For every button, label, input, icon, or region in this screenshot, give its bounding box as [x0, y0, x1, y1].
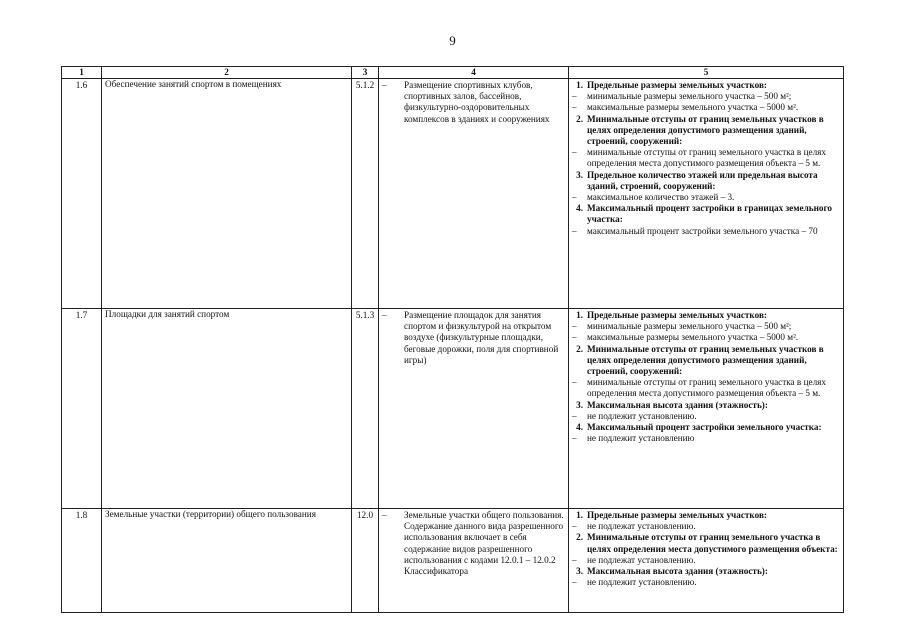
use-code: 12.0	[352, 509, 379, 613]
dash-marker: –	[572, 377, 577, 388]
dash-marker: –	[572, 410, 577, 421]
parameter-value	[572, 192, 840, 203]
parameters-cell	[569, 79, 844, 309]
table-row	[62, 79, 844, 309]
parameter-title: Минимальные отступы от границ земельного участка в целях определения места допустимого размещения объекта:	[587, 532, 838, 554]
page-number: 9	[449, 33, 456, 48]
parameter-number: 3.	[576, 169, 583, 180]
parameters-cell	[569, 509, 844, 613]
parameter-value	[572, 147, 840, 169]
parameter-value	[572, 91, 840, 102]
parameter-value-text: не подлежит установлению.	[587, 577, 697, 588]
parameter-number: 1.	[576, 510, 583, 520]
parameter-value	[572, 577, 840, 588]
parameter-title: Минимальные отступы от границ земельных участков в целях определения допустимого размещения зданий, строений, сооружений:	[587, 343, 824, 377]
use-description-cell	[379, 509, 569, 613]
dash-marker: –	[382, 510, 387, 520]
parameter-number: 3.	[576, 399, 583, 410]
dash-marker: –	[572, 577, 577, 588]
parameter-value	[572, 377, 840, 399]
use-name: Площадки для занятий спортом	[102, 309, 352, 509]
parameter-value-text: минимальные размеры земельного участка – 500 м²;	[587, 91, 792, 102]
parameter-value	[572, 226, 840, 237]
parameter-value-text: минимальные отступы от границ земельного участка в целях определения места допустимого размещения объекта – 5 м.	[587, 147, 826, 169]
parameter-value-text: не подлежат установлению.	[587, 521, 696, 532]
dash-marker: –	[572, 102, 577, 113]
dash-marker: –	[572, 147, 577, 158]
use-description-cell	[379, 79, 569, 309]
dash-marker: –	[572, 521, 577, 532]
parameter-heading	[572, 114, 840, 148]
parameter-title: Максимальный процент застройки в границах земельного участка:	[587, 203, 833, 225]
row-number: 1.6	[62, 79, 102, 309]
parameter-value	[572, 332, 840, 343]
parameter-number: 3.	[576, 566, 583, 577]
parameter-heading	[572, 510, 840, 521]
parameter-value-text: не подлежит установлению	[587, 433, 695, 444]
parameter-heading	[572, 203, 840, 225]
dash-marker: –	[572, 332, 577, 343]
parameters-cell	[569, 309, 844, 509]
parameter-title: Предельные размеры земельных участков:	[587, 510, 767, 520]
parameter-value	[572, 321, 840, 332]
parameter-value-text: не подлежит установлению.	[587, 410, 697, 421]
parameter-value	[572, 102, 840, 113]
row-number: 1.8	[62, 509, 102, 613]
parameter-value	[572, 411, 840, 422]
dash-marker: –	[572, 433, 577, 444]
parameter-heading	[572, 400, 840, 411]
parameter-heading	[572, 344, 840, 378]
parameter-heading	[572, 566, 840, 577]
parameter-heading	[572, 170, 840, 192]
parameter-value-text: максимальные размеры земельного участка – 5000 м².	[587, 332, 799, 343]
parameter-number: 4.	[576, 422, 583, 433]
parameter-value-text: не подлежат установлению.	[587, 554, 696, 565]
parameter-title: Максимальная высота здания (этажность):	[587, 566, 768, 577]
parameter-title: Минимальные отступы от границ земельных участков в целях определения допустимого размещения зданий, строений, сооружений:	[587, 113, 824, 147]
dash-marker: –	[382, 310, 387, 320]
parameter-title: Предельные размеры земельных участков:	[587, 80, 767, 90]
parameter-title: Предельное количество этажей или предельная высота зданий, строений, сооружений:	[587, 169, 818, 191]
parameter-heading	[572, 422, 840, 433]
parameter-number: 1.	[576, 310, 583, 320]
dash-marker: –	[572, 554, 577, 565]
dash-marker: –	[572, 91, 577, 102]
parameter-value-text: максимальный процент застройки земельного участка – 70	[587, 225, 818, 236]
use-name: Земельные участки (территории) общего пользования	[102, 509, 352, 613]
row-number: 1.7	[62, 309, 102, 509]
zoning-table	[61, 66, 844, 613]
dash-marker: –	[382, 80, 387, 90]
header-cell-2: 2	[102, 67, 352, 79]
header-cell-1: 1	[62, 67, 102, 79]
dash-marker: –	[572, 192, 577, 203]
parameter-heading	[572, 310, 840, 321]
parameter-title: Максимальная высота здания (этажность):	[587, 399, 768, 410]
use-description: Размещение площадок для занятия спортом и физкультурой на открытом воздухе (физкультурные площадки, беговые дорожки, поля для спортивной игры)	[404, 310, 559, 365]
header-cell-4: 4	[379, 67, 569, 79]
parameter-number: 1.	[576, 80, 583, 90]
parameter-title: Предельные размеры земельных участков:	[587, 310, 767, 320]
parameter-number: 4.	[576, 203, 583, 214]
parameter-number: 2.	[576, 113, 583, 124]
use-code: 5.1.3	[352, 309, 379, 509]
parameter-number: 2.	[576, 532, 583, 543]
parameter-title: Максимальный процент застройки земельного участка:	[587, 422, 822, 433]
parameter-value	[572, 433, 840, 444]
use-description: Размещение спортивных клубов, спортивных залов, бассейнов, физкультурно-оздоровительных комплексов в зданиях и сооружениях	[404, 80, 550, 124]
parameter-value-text: минимальные отступы от границ земельного участка в целях определения места допустимого размещения объекта – 5 м.	[587, 377, 826, 399]
parameter-heading	[572, 80, 840, 91]
parameter-value	[572, 521, 840, 532]
use-name: Обеспечение занятий спортом в помещениях	[102, 79, 352, 309]
table-row	[62, 509, 844, 613]
dash-marker: –	[572, 321, 577, 332]
use-description: Земельные участки общего пользования. Содержание данного вида разрешенного использования включает в себя содержание видов разрешенного использования с кодами 12.0.1 – 12.0.2 Классификатора	[404, 510, 564, 577]
dash-marker: –	[572, 225, 577, 236]
header-cell-3: 3	[352, 67, 379, 79]
parameter-value-text: максимальные размеры земельного участка – 5000 м².	[587, 102, 799, 113]
table-row	[62, 309, 844, 509]
parameter-value-text: максимальное количество этажей – 3.	[587, 192, 735, 203]
header-cell-5: 5	[569, 67, 844, 79]
use-description-cell	[379, 309, 569, 509]
header-row	[62, 67, 844, 79]
parameter-value-text: минимальные размеры земельного участка – 500 м²;	[587, 321, 792, 332]
parameter-number: 2.	[576, 343, 583, 354]
parameter-heading	[572, 532, 840, 554]
use-code: 5.1.2	[352, 79, 379, 309]
parameter-value	[572, 555, 840, 566]
